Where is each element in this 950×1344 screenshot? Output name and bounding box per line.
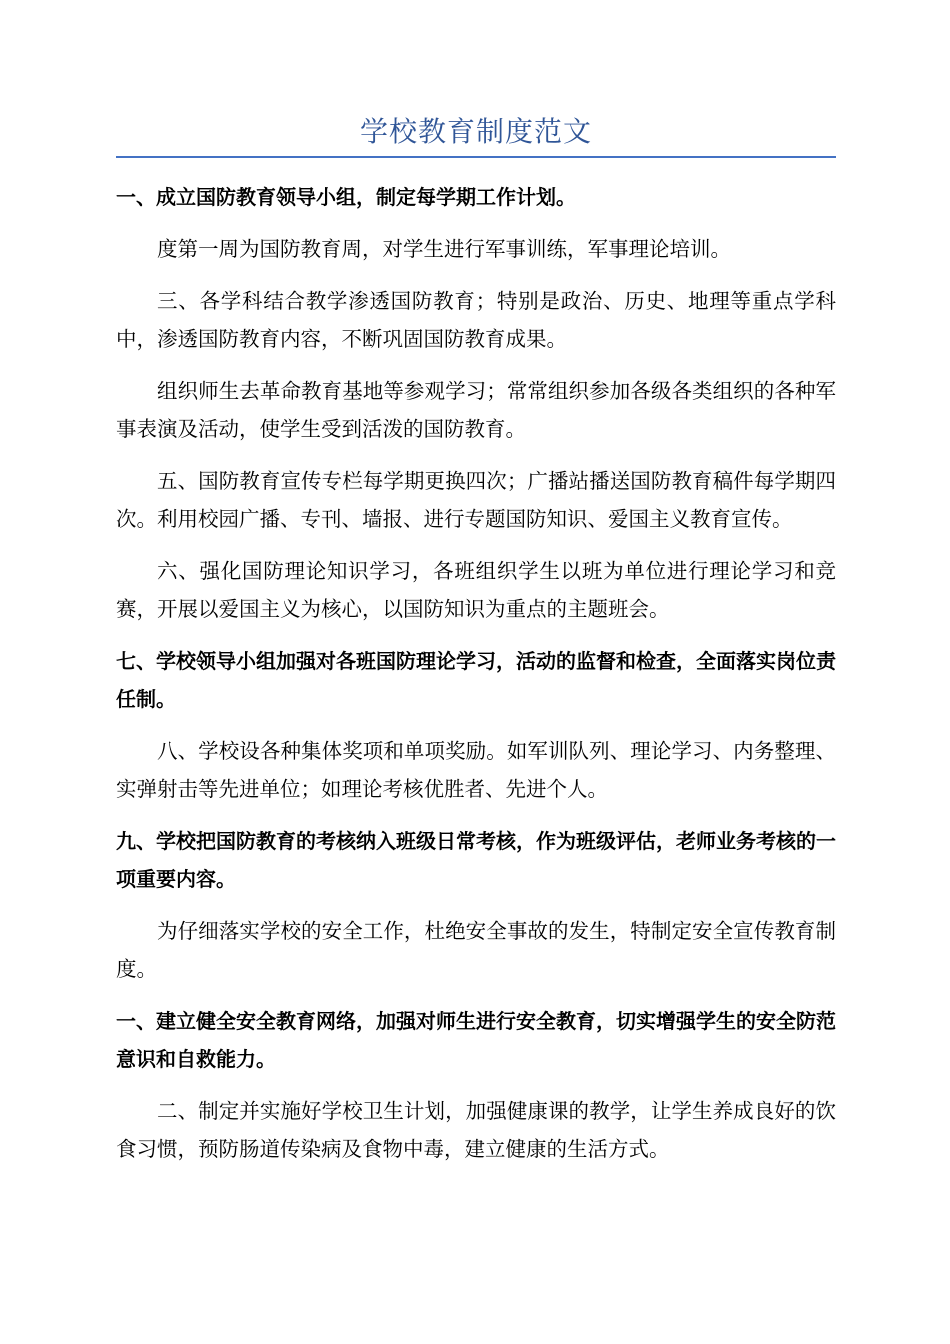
paragraph-3: 三、各学科结合教学渗透国防教育；特别是政治、历史、地理等重点学科中，渗透国防教育内容，不断巩固国防教育成果。 bbox=[116, 289, 836, 351]
paragraph-5: 五、国防教育宣传专栏每学期更换四次；广播站播送国防教育稿件每学期四次。利用校园广播、专刊、墙报、进行专题国防知识、爱国主义教育宣传。 bbox=[116, 469, 836, 531]
paragraph-11: 一、建立健全安全教育网络，加强对师生进行安全教育，切实增强学生的安全防范意识和自救能力。 bbox=[116, 1009, 836, 1071]
document-title: 学校教育制度范文 bbox=[116, 112, 836, 158]
paragraph-6: 六、强化国防理论知识学习，各班组织学生以班为单位进行理论学习和竞赛，开展以爱国主义为核心，以国防知识为重点的主题班会。 bbox=[116, 559, 836, 621]
paragraph-7: 七、学校领导小组加强对各班国防理论学习，活动的监督和检查，全面落实岗位责任制。 bbox=[116, 649, 836, 711]
paragraph-12: 二、制定并实施好学校卫生计划，加强健康课的教学，让学生养成良好的饮食习惯，预防肠道传染病及食物中毒，建立健康的生活方式。 bbox=[116, 1099, 836, 1161]
paragraph-9: 九、学校把国防教育的考核纳入班级日常考核，作为班级评估，老师业务考核的一项重要内容。 bbox=[116, 829, 836, 891]
paragraph-4: 组织师生去革命教育基地等参观学习；常常组织参加各级各类组织的各种军事表演及活动，使学生受到活泼的国防教育。 bbox=[116, 379, 836, 441]
paragraph-2: 度第一周为国防教育周，对学生进行军事训练，军事理论培训。 bbox=[157, 237, 731, 261]
paragraph-10: 为仔细落实学校的安全工作，杜绝安全事故的发生，特制定安全宣传教育制度。 bbox=[116, 919, 836, 981]
paragraph-8: 八、学校设各种集体奖项和单项奖励。如军训队列、理论学习、内务整理、实弹射击等先进单位；如理论考核优胜者、先进个人。 bbox=[116, 739, 836, 801]
paragraph-1: 一、成立国防教育领导小组，制定每学期工作计划。 bbox=[116, 185, 576, 209]
document-page bbox=[116, 112, 836, 1182]
